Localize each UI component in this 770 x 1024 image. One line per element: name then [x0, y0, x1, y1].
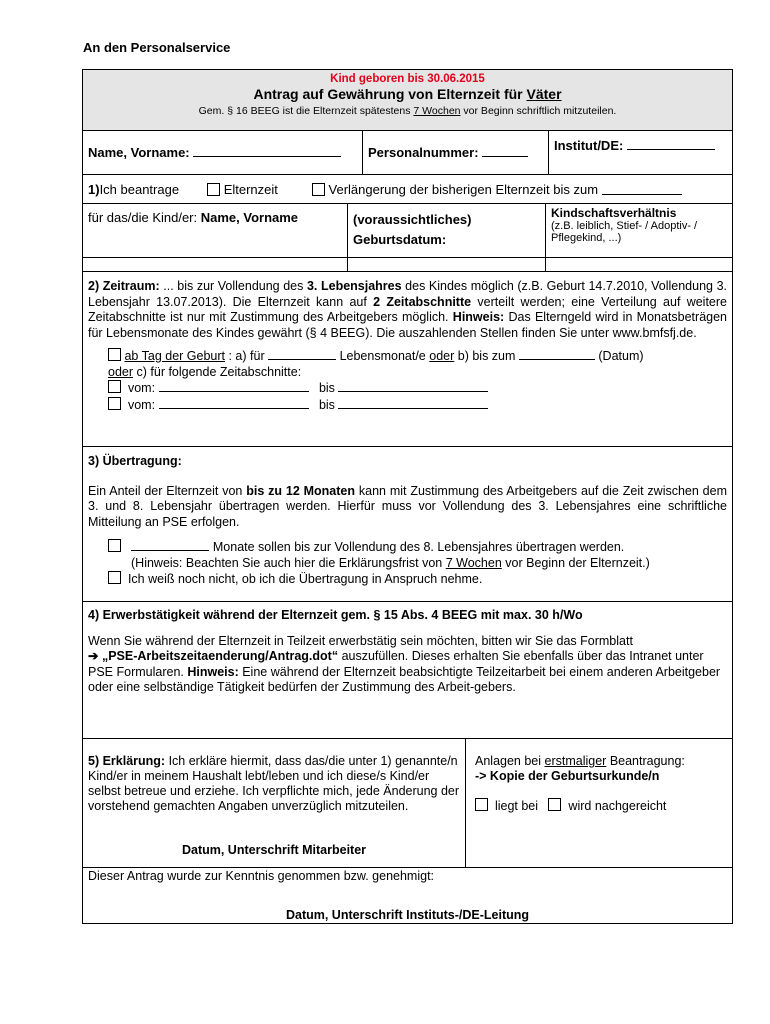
section-2-period	[83, 272, 732, 447]
approval-text: Dieser Antrag wurde zur Kenntnis genommen bzw. genehmigt:	[88, 869, 435, 883]
transfer-months-field[interactable]	[131, 539, 209, 551]
addressee: An den Personalservice	[83, 40, 231, 55]
child-name-input[interactable]	[83, 258, 348, 272]
institut-field[interactable]	[627, 138, 715, 150]
employee-signature-label: Datum, Unterschrift Mitarbeiter	[181, 843, 367, 857]
transfer-option-1-label: Monate sollen bis zur Vollendung des 8. Lebensjahres übertragen werden.	[209, 540, 625, 554]
s4-text-1: Wenn Sie während der Elternzeit in Teilzeit erwerbstätig sein möchten, bitten wir Sie das Formblatt	[88, 633, 633, 648]
section3-label: 3) Übertragung:	[88, 454, 182, 468]
child-birthdate-input[interactable]	[348, 258, 546, 272]
subtitle-deadline: 7 Wochen	[413, 105, 461, 117]
period-2	[108, 397, 727, 414]
transfer-unsure-checkbox[interactable]	[108, 571, 121, 584]
child-header-name: Name, Vorname	[200, 210, 299, 225]
or-label-c: oder	[108, 364, 134, 379]
s2-bold-1: 3. Lebensjahres	[306, 279, 402, 293]
subtitle-post: vor Beginn schriftlich mitzuteilen.	[460, 105, 617, 117]
period-2-from-label: vom:	[127, 397, 156, 412]
relationship-header	[546, 204, 732, 257]
period-2-checkbox[interactable]	[108, 397, 121, 410]
transfer-option-1	[108, 539, 727, 556]
name-label: Name, Vorname:	[88, 145, 190, 160]
option-a-label: : a) für	[225, 349, 265, 363]
s4-text-3: Eine während der Elternzeit beabsichtigte Teilzeitarbeit bei einem anderen Arbeitgeber oder eine selbständige Tätigkeit bedürfen der Zustimmung des Arbeit-gebers.	[88, 664, 721, 694]
institut-label: Institut/DE:	[554, 138, 624, 153]
declaration-text	[88, 754, 460, 814]
option-from-birth	[108, 348, 727, 365]
attached-checkbox[interactable]	[475, 798, 488, 811]
transfer-months-checkbox[interactable]	[108, 539, 121, 552]
attachment-options	[471, 798, 727, 814]
personnel-number-label: Personalnummer:	[368, 145, 479, 160]
months-field[interactable]	[268, 348, 336, 360]
period-2-to-field[interactable]	[338, 397, 488, 409]
name-field[interactable]	[193, 145, 341, 157]
s2-bold-3: Hinweis:	[452, 310, 505, 324]
s2-text-4: Das Elterngeld wird in Monatsbeträgen für Lebensmonate des Kindes gewährt (§ 4 BEEG). Die auszahlenden Stellen finden Sie unter www.bmfsfj.de.	[88, 310, 728, 340]
arrow-icon: ➔	[88, 649, 99, 663]
title-underlined: Väter	[526, 86, 562, 102]
submitted-later-label: wird nachgereicht	[568, 799, 667, 813]
section-6-approval	[83, 868, 732, 923]
period-2-from-field[interactable]	[159, 397, 309, 409]
period-options	[88, 348, 727, 413]
transfer-hint-pre: (Hinweis: Beachten Sie auch hier die Erklärungsfrist von	[131, 555, 446, 570]
section4-label: 4) Erwerbstätigkeit während der Elternzeit gem. § 15 Abs. 4 BEEG mit max. 30 h/Wo	[88, 608, 583, 622]
s5-text: Ich erkläre hiermit, dass das/die unter 1) genannte/n Kind/er in meinem Haushalt lebt/leben und ich diese/s Kind/er selbst betreue und erziehe. Ich verpflichte mich, jede Änderung der vorstehend gemachten Angaben unverzüglich mitzuteilen.	[88, 754, 460, 813]
s3-text-2: kann mit Zustimmung des Arbeitgebers auf die Zeit zwischen dem 3. und 8. Lebensjahr übertragen werden. Hierfür muss vor Vollendung des 3. Lebensjahres eine schriftliche Mitteilung an PSE erfolgen.	[88, 483, 727, 529]
section-5-declaration	[83, 739, 732, 868]
option-b-label: b) bis zum	[454, 349, 516, 363]
period-1-to-label: bis	[318, 381, 335, 395]
submitted-later-checkbox[interactable]	[548, 798, 561, 811]
or-label: oder	[429, 349, 455, 363]
attached-label: liegt bei	[494, 799, 539, 813]
section-4-employment	[83, 602, 732, 739]
att-underlined: erstmaliger	[544, 754, 607, 768]
s4-text-2: auszufüllen. Dieses erhalten Sie ebenfalls über das Intranet unter PSE Formularen.	[88, 649, 704, 679]
transfer-hint-deadline: 7 Wochen	[445, 555, 502, 570]
personnel-number-field[interactable]	[482, 145, 528, 157]
date-label: (Datum)	[598, 349, 644, 363]
s2-text-1: ... bis zur Vollendung des	[159, 279, 307, 293]
from-birth-label: ab Tag der Geburt	[124, 349, 226, 363]
option-c-label: c) für folgende Zeitabschnitte:	[133, 364, 302, 379]
period-2-to-label: bis	[318, 397, 335, 412]
transfer-option-2	[108, 571, 727, 588]
request-row	[83, 175, 732, 204]
period-1-checkbox[interactable]	[108, 380, 121, 393]
transfer-options	[88, 539, 727, 588]
subtitle-pre: Gem. § 16 BEEG ist die Elternzeit spätestens	[198, 105, 414, 117]
months-label: Lebensmonat/e	[339, 349, 426, 363]
birthdate-header	[348, 204, 546, 257]
form-header	[83, 70, 732, 131]
application-form	[82, 69, 733, 924]
period-1	[108, 380, 727, 397]
until-date-field[interactable]	[519, 348, 595, 360]
child-name-header	[83, 204, 348, 257]
section4-text	[88, 634, 727, 696]
child-entry-row	[83, 258, 732, 272]
born-until-note: Kind geboren bis 30.06.2015	[330, 73, 485, 85]
s2-bold-2: 2 Zeitabschnitte	[373, 294, 472, 309]
section5-label: 5) Erklärung:	[88, 754, 166, 768]
att-post: Beantragung:	[606, 754, 685, 768]
att-pre: Anlagen bei	[475, 754, 545, 768]
attachments-title	[471, 754, 727, 769]
section-3-transfer	[83, 447, 732, 602]
extension-date-field[interactable]	[602, 183, 682, 195]
child-header-row	[83, 204, 732, 258]
child-relationship-input[interactable]	[546, 258, 732, 272]
form-subtitle	[83, 105, 732, 117]
birthdate-header-line2: Geburtsdatum:	[353, 232, 447, 248]
elternzeit-checkbox[interactable]	[207, 183, 220, 196]
period-1-from-field[interactable]	[159, 380, 309, 392]
declaration-cell	[83, 739, 466, 867]
from-birth-checkbox[interactable]	[108, 348, 121, 361]
s4-hint-label: Hinweis:	[187, 664, 239, 679]
transfer-hint-post: vor Beginn der Elternzeit.)	[501, 555, 650, 570]
s2-text-2: des Kindes möglich (z.B. Geburt 14.7.2010, Vollendung 3. Lebensjahr 13.07.2013). Die Elternzeit kann auf	[88, 279, 727, 309]
s3-text-1: Ein Anteil der Elternzeit von	[88, 483, 247, 498]
institut-cell[interactable]	[549, 131, 732, 174]
extension-checkbox[interactable]	[312, 183, 325, 196]
section1-number: 1)	[88, 181, 100, 197]
relationship-title: Kindschaftsverhältnis	[551, 206, 677, 220]
transfer-hint	[108, 556, 727, 572]
section3-text	[88, 484, 727, 531]
option-c	[108, 365, 727, 381]
child-header-pre: für das/die Kind/er:	[88, 210, 201, 225]
period-1-to-field[interactable]	[338, 380, 488, 392]
relationship-sub: (z.B. leiblich, Stief- / Adoptiv- / Pflegekind, ...)	[551, 220, 698, 244]
name-cell[interactable]	[83, 131, 363, 174]
form-template-name: „PSE-Arbeitszeitaenderung/Antrag.dot“	[98, 649, 339, 663]
management-signature-label: Datum, Unterschrift Instituts-/DE-Leitung	[285, 908, 530, 922]
birth-certificate-label: -> Kopie der Geburtsurkunde/n	[475, 769, 660, 783]
birthdate-header-line1: (voraussichtliches)	[353, 212, 472, 227]
personnel-number-cell[interactable]	[363, 131, 549, 174]
section2-label: 2) Zeitraum:	[88, 279, 160, 293]
section2-text	[88, 279, 727, 341]
s3-bold-1: bis zu 12 Monaten	[246, 483, 356, 498]
form-title: Antrag auf Gewährung von Elternzeit für Väter	[253, 86, 562, 102]
name-row	[83, 131, 732, 175]
elternzeit-label: Elternzeit	[223, 181, 278, 197]
period-1-from-label: vom:	[127, 381, 156, 395]
attachments-cell	[466, 739, 732, 867]
request-label: Ich beantrage	[99, 181, 180, 197]
extension-label: Verlängerung der bisherigen Elternzeit bis zum	[328, 181, 599, 197]
transfer-option-2-label: Ich weiß noch nicht, ob ich die Übertragung in Anspruch nehme.	[127, 572, 483, 586]
s2-text-3: verteilt werden; eine Verteilung auf weitere Zeitabschnitte ist nur mit Zustimmung des Arbeitgebers möglich.	[88, 294, 727, 324]
